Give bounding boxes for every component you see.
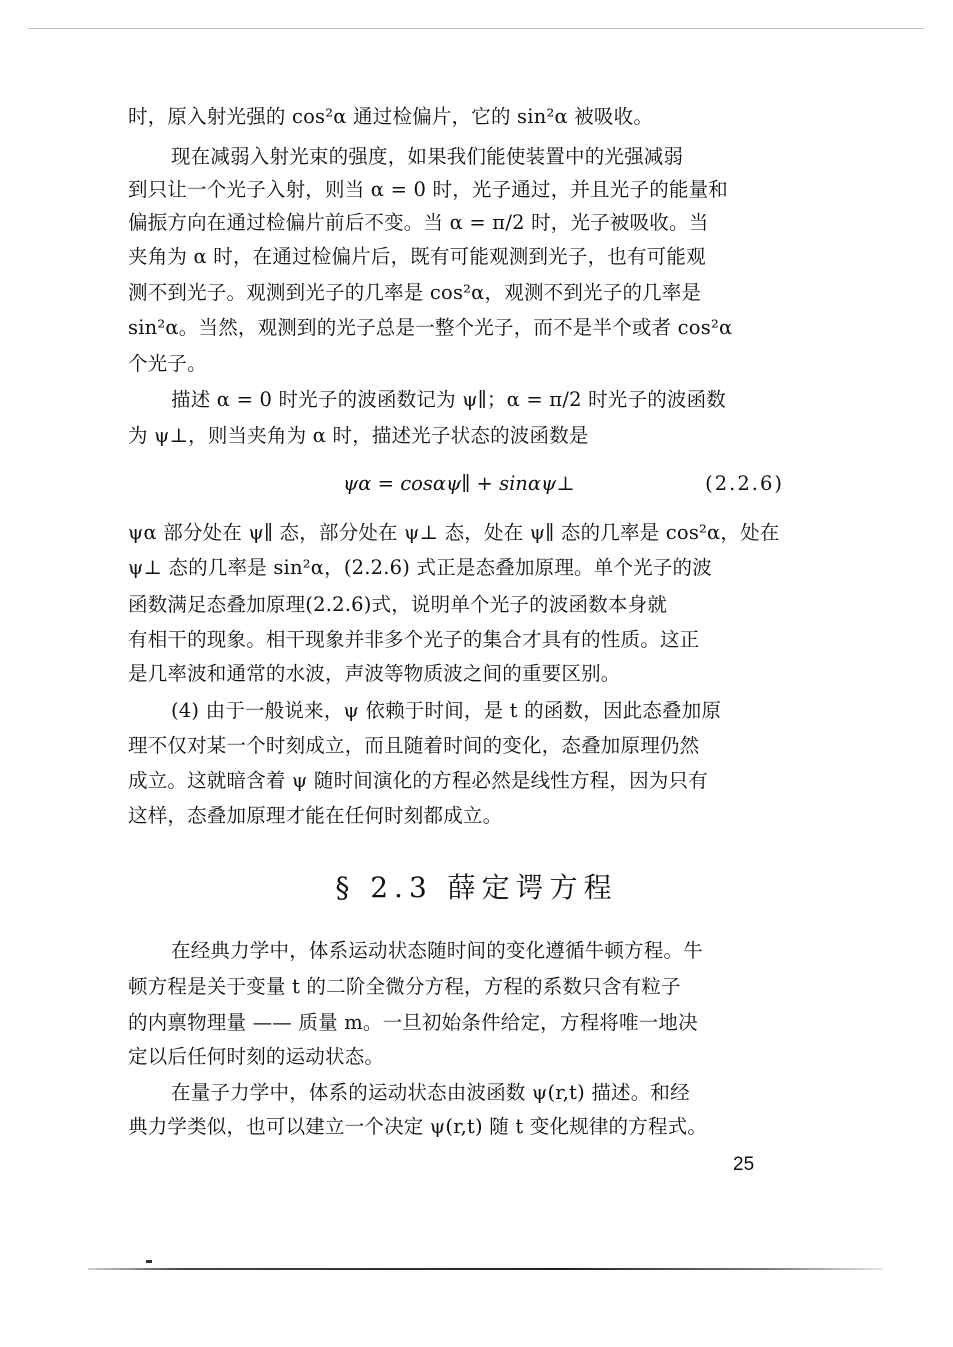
text-line: 夹角为 α 时，在通过检偏片后，既有可能观测到光子，也有可能观 [128, 245, 706, 268]
equation-body: ψα = cosαψ∥ + sinαψ⊥ [343, 472, 575, 495]
text-line: sin²α。当然，观测到的光子总是一整个光子，而不是半个或者 cos²α [128, 316, 733, 339]
text-line: 典力学类似，也可以建立一个决定 ψ(r,t) 随 t 变化规律的方程式。 [128, 1115, 708, 1138]
text-line: ψα 部分处在 ψ∥ 态，部分处在 ψ⊥ 态，处在 ψ∥ 态的几率是 cos²α，处在 [128, 521, 780, 544]
text-line: 在经典力学中，体系运动状态随时间的变化遵循牛顿方程。牛 [171, 939, 703, 962]
equation [128, 468, 788, 500]
text-line: 的内禀物理量 —— 质量 m。一旦初始条件给定，方程将唯一地决 [128, 1011, 698, 1034]
section-heading: § 2.3 薛定谔方程 [335, 871, 618, 904]
text-line: 测不到光子。观测到光子的几率是 cos²α，观测不到光子的几率是 [128, 281, 702, 304]
text-line: 偏振方向在通过检偏片前后不变。当 α = π/2 时，光子被吸收。当 [128, 211, 709, 234]
text-line: (4) 由于一般说来，ψ 依赖于时间，是 t 的函数，因此态叠加原 [171, 699, 722, 722]
text-line: 时，原入射光强的 cos²α 通过检偏片，它的 sin²α 被吸收。 [128, 105, 654, 128]
text-line: 定以后任何时刻的运动状态。 [128, 1045, 385, 1068]
text-line: 现在减弱入射光束的强度，如果我们能使装置中的光强减弱 [171, 145, 684, 168]
text-line: 在量子力学中，体系的运动状态由波函数 ψ(r,t) 描述。和经 [171, 1081, 690, 1104]
text-line: 是几率波和通常的水波，声波等物质波之间的重要区别。 [128, 662, 621, 685]
text-line: 顿方程是关于变量 t 的二阶全微分方程，方程的系数只含有粒子 [128, 975, 681, 998]
bottom-rule [88, 1268, 883, 1270]
text-line: 到只让一个光子入射，则当 α = 0 时，光子通过，并且光子的能量和 [128, 178, 729, 201]
text-line: 这样，态叠加原理才能在任何时刻都成立。 [128, 804, 503, 827]
text-line: 成立。这就暗含着 ψ 随时间演化的方程必然是线性方程，因为只有 [128, 769, 708, 792]
scan-mark [146, 1260, 152, 1263]
text-line: 为 ψ⊥，则当夹角为 α 时，描述光子状态的波函数是 [128, 424, 589, 447]
text-line: 函数满足态叠加原理(2.2.6)式，说明单个光子的波函数本身就 [128, 593, 668, 616]
text-line: ψ⊥ 态的几率是 sin²α，(2.2.6) 式正是态叠加原理。单个光子的波 [128, 556, 712, 579]
text-line: 理不仅对某一个时刻成立，而且随着时间的变化，态叠加原理仍然 [128, 734, 700, 757]
page-number: 25 [733, 1154, 755, 1175]
text-line: 个光子。 [128, 352, 207, 375]
text-line: 描述 α = 0 时光子的波函数记为 ψ∥；α = π/2 时光子的波函数 [171, 388, 726, 411]
top-rule [28, 28, 924, 29]
equation-number: (2.2.6) [705, 472, 784, 495]
text-line: 有相干的现象。相干现象并非多个光子的集合才具有的性质。这正 [128, 628, 700, 651]
